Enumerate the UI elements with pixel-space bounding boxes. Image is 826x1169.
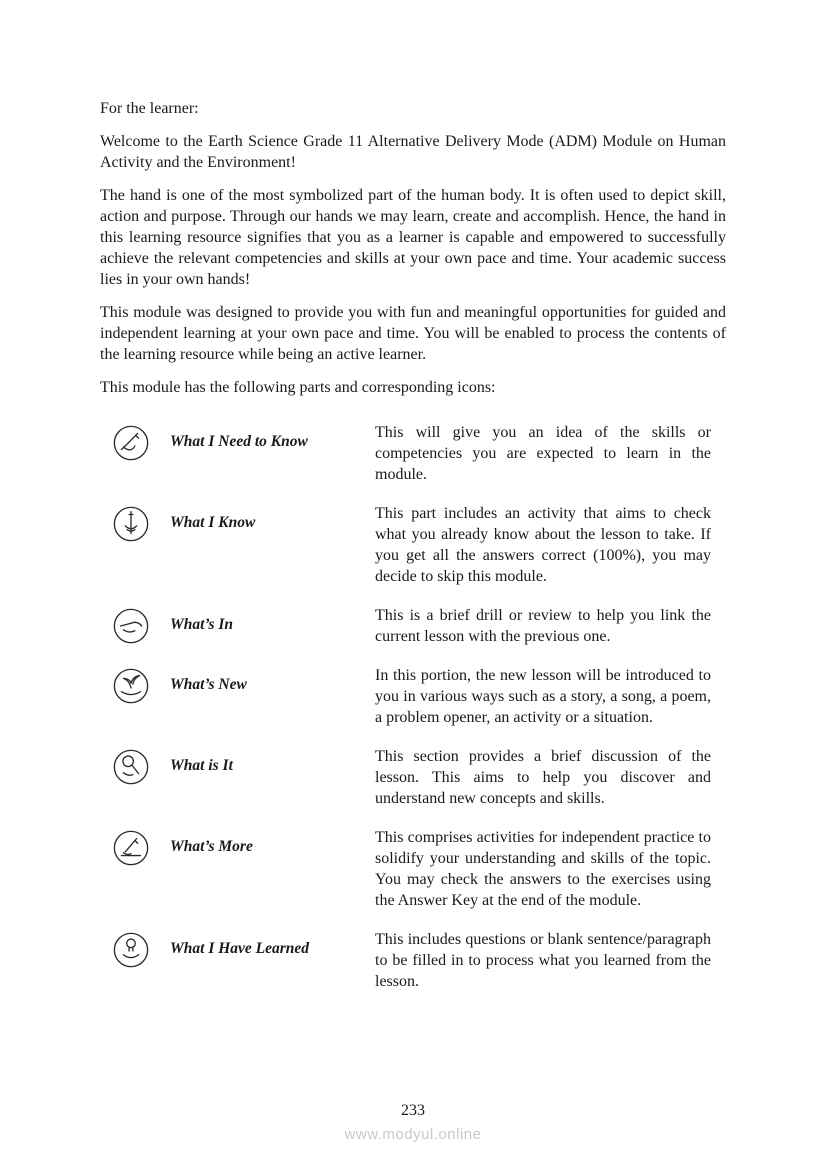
hand-holding-plant-icon: [112, 667, 150, 705]
part-description: This comprises activities for independent practice to solidify your understanding and skills of the topic. You may check the answers to the exercises using the Answer Key at the end of the module.: [375, 829, 711, 909]
part-label: What is It: [170, 757, 233, 774]
hand-holding-pen-icon: [112, 424, 150, 462]
icon-cell: [100, 503, 170, 543]
hand-holding-bulb-icon: [112, 931, 150, 969]
part-description: This will give you an idea of the skills or competencies you are expected to learn in the module.: [375, 424, 711, 483]
icon-cell: [100, 746, 170, 786]
module-part-row: [100, 746, 726, 809]
part-label: What I Have Learned: [170, 940, 310, 957]
salutation: For the learner:: [100, 100, 199, 117]
part-description: In this portion, the new lesson will be introduced to you in various ways such as a story, a song, a poem, a problem opener, an activity or a situation.: [375, 667, 711, 726]
hand-holding-pencil-icon: [112, 505, 150, 543]
icon-cell: [100, 929, 170, 969]
page-footer: [0, 1102, 826, 1143]
welcome-paragraph: Welcome to the Earth Science Grade 11 Alternative Delivery Mode (ADM) Module on Human Activity and the Environment!: [100, 133, 726, 171]
module-part-row: [100, 827, 726, 911]
module-part-row: [100, 929, 726, 992]
icon-cell: [100, 422, 170, 462]
module-part-row: [100, 503, 726, 587]
watermark: www.modyul.online: [344, 1126, 482, 1143]
module-part-row: [100, 422, 726, 485]
hand-symbol-paragraph: The hand is one of the most symbolized part of the human body. It is often used to depict skill, action and purpose. Through our hands we may learn, create and accomplish. Hence, the hand in this learning resource signifies that you as a learner is capable and empowered to successfully achieve the relevant competencies and skills at your own pace and time. Your academic success lies in your own hands!: [100, 187, 726, 288]
part-description: This is a brief drill or review to help you link the current lesson with the previous one.: [375, 607, 711, 645]
part-label: What’s New: [170, 676, 247, 693]
hand-pointing-icon: [112, 607, 150, 645]
module-part-row: [100, 605, 726, 647]
icon-cell: [100, 665, 170, 705]
hand-writing-icon: [112, 829, 150, 867]
hand-holding-magnifier-icon: [112, 748, 150, 786]
module-design-paragraph: This module was designed to provide you with fun and meaningful opportunities for guided and independent learning at your own pace and time. You will be enabled to process the contents of the learning resource while being an active learner.: [100, 304, 726, 363]
part-label: What I Need to Know: [170, 433, 308, 450]
part-description: This part includes an activity that aims to check what you already know about the lesson to take. If you get all the answers correct (100%), you may decide to skip this module.: [375, 505, 711, 585]
parts-intro-paragraph: This module has the following parts and corresponding icons:: [100, 379, 496, 396]
icon-cell: [100, 605, 170, 645]
icon-cell: [100, 827, 170, 867]
page-number: 233: [401, 1102, 425, 1119]
part-label: What’s More: [170, 838, 253, 855]
part-label: What’s In: [170, 616, 234, 633]
module-parts-table: [100, 422, 726, 992]
part-description: This section provides a brief discussion of the lesson. This aims to help you discover and understand new concepts and skills.: [375, 748, 711, 807]
part-description: This includes questions or blank sentence/paragraph to be filled in to process what you learned from the lesson.: [375, 931, 711, 990]
part-label: What I Know: [170, 514, 256, 531]
module-part-row: [100, 665, 726, 728]
